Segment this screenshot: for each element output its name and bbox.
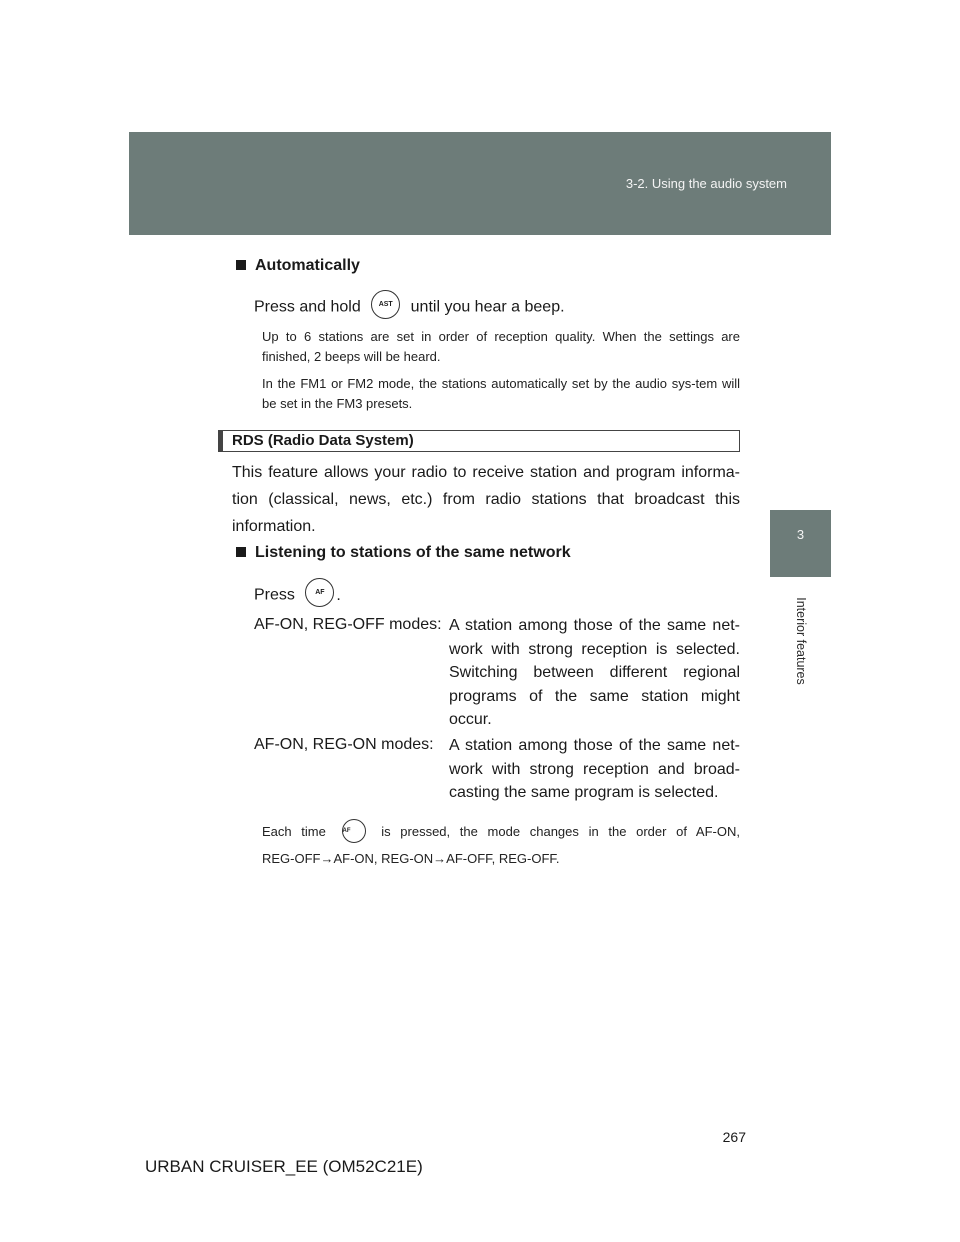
chapter-title-vertical — [786, 586, 808, 696]
auto-heading — [236, 257, 360, 275]
chapter-tab[interactable] — [770, 510, 831, 577]
mode-label-2: AF-ON, REG-ON modes: — [254, 736, 434, 753]
auto-instruction — [254, 293, 565, 322]
rds-subheading-text: Listening to stations of the same network — [255, 544, 571, 561]
ast-button-icon[interactable]: AST — [371, 290, 400, 319]
square-bullet-icon — [236, 547, 246, 557]
page-number: 267 — [722, 1129, 746, 1145]
footnote-sequence: REG-OFF→AF-ON, REG-ON→AF-OFF, REG-OFF. — [262, 851, 560, 866]
section-breadcrumb: 3-2. Using the audio system — [625, 176, 787, 191]
rds-section-bar — [218, 430, 740, 452]
square-bullet-icon — [236, 260, 246, 270]
auto-heading-text: Automatically — [255, 257, 360, 274]
mode-description-2: A station among those of the same net-work with strong reception and broad-casting the same program is selected. — [449, 737, 740, 801]
rds-footnote — [262, 818, 740, 872]
rds-section-title: RDS (Radio Data System) — [232, 432, 414, 449]
instruction-before: Press and hold — [254, 298, 361, 316]
chapter-title: Interior features — [794, 597, 808, 685]
footer-model: URBAN CRUISER_EE (OM52C21E) — [145, 1157, 423, 1176]
af-button-icon[interactable]: AF — [342, 819, 366, 843]
footnote-before: Each time — [262, 824, 326, 839]
mode-label-1: AF-ON, REG-OFF modes: — [254, 616, 442, 633]
auto-note-1: Up to 6 stations are set in order of reception quality. When the settings are finished, 2 beeps will be heard. — [262, 329, 740, 364]
rds-press-line — [254, 581, 341, 610]
chapter-number: 3 — [796, 527, 805, 542]
auto-note-2: In the FM1 or FM2 mode, the stations automatically set by the audio sys-tem will be set in the FM3 presets. — [262, 376, 740, 411]
press-label: Press — [254, 586, 295, 604]
af-button-icon[interactable]: AF — [305, 578, 334, 607]
press-suffix: . — [336, 586, 341, 604]
footnote-after: is pressed, the mode changes in the order of AF-ON, — [381, 824, 740, 839]
rds-subheading — [236, 544, 571, 562]
rds-intro: This feature allows your radio to receive station and program informa-tion (classical, news, etc.) from radio stations that broadcast this information. — [232, 464, 740, 535]
header-band — [129, 132, 831, 235]
mode-description-1: A station among those of the same net-work with strong reception is selected. Switching between different regional programs of the same station might occur. — [449, 617, 740, 728]
instruction-after: until you hear a beep. — [410, 298, 565, 316]
footnote-line-1 — [262, 818, 740, 845]
